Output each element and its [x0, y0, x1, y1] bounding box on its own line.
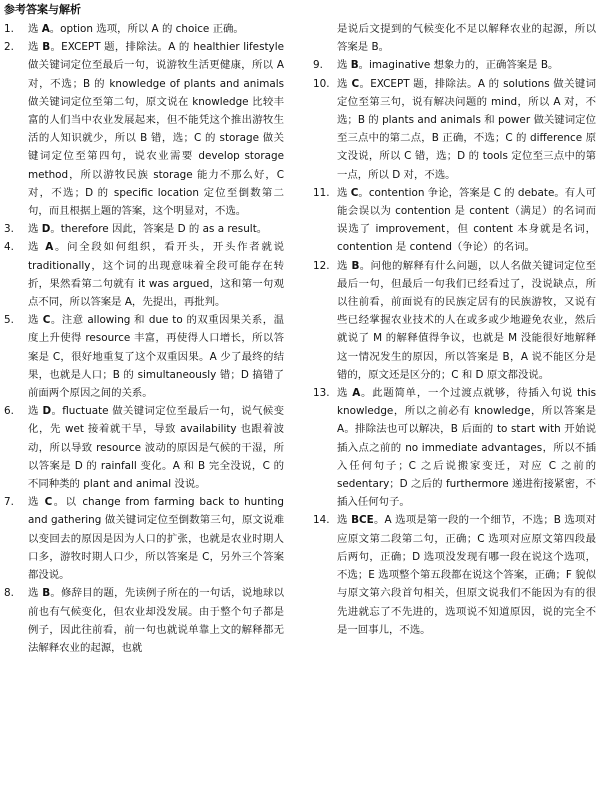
answer-prefix: 选	[28, 587, 43, 600]
answer-explanation: 。A 选项是第一段的一个细节，不选；B 选项对应原文第二段第二句，正确；C 选项对应原文第四段最后两句，正确；D 选项没发现有哪一段在说这个选项，不选；E 选项整个第五段都在说这个答案，正确；F 貌似与原文第六段首句相关，但原文说我们不能因为有的很先进就忘了不先进的，选项说不知道原因，说的完全不是一回事儿，不选。	[337, 514, 596, 636]
answer-letter: A	[45, 241, 54, 254]
answer-item	[4, 493, 284, 584]
answer-prefix: 选	[337, 514, 352, 527]
page-title: 参考答案与解析	[4, 3, 81, 16]
answer-item	[4, 20, 284, 38]
answer-letter: A	[41, 23, 50, 35]
answer-letter: D	[42, 405, 52, 418]
answer-prefix: 选	[28, 496, 45, 509]
answer-prefix: 选	[28, 405, 43, 418]
answer-prefix: 选	[337, 59, 351, 72]
answer-number: 10.	[313, 77, 330, 90]
answer-number: 4.	[4, 241, 14, 254]
answer-letter: D	[41, 223, 51, 236]
answer-prefix: 选	[28, 223, 42, 236]
answer-letter: C	[42, 314, 51, 327]
answer-explanation: 。contention 争论，答案是 C 的 debate。有人可能会误以为 contention 是 content（满足）的名词而误选了 improvement，但 content 本身就是名词，contention 是 contend（争论）的名词。	[337, 186, 596, 254]
answer-explanation: 。imaginative 想象力的，正确答案是 B。	[358, 59, 559, 72]
answer-item	[313, 184, 596, 257]
answer-explanation: 。问他的解释有什么问题，以人名做关键词定位至最后一句，但最后一句我们已经看过了，没说缺点，所以往前看，前面说有的民族定居有的民族游牧，又说有些已经掌握农业技术的人在或多或少地避免农业，然后就说了 M 的解释值得争议，也就是 M 没能很好地解释这一情况发生的原因，所以答案是 B，A 说不能区分是错的，原文还是区分的；C 和 D 原文都没说。	[337, 259, 597, 381]
answer-explanation: 。option 选项，所以 A 的 choice 正确。	[49, 23, 244, 35]
answer-number: 7.	[4, 496, 14, 509]
answer-explanation: 。以 change from farming back to hunting and gathering 做关键词定位至倒数第三句，原文说难以变回去的原因是因为人口的扩张，也就是农业时期人口多，游牧时期人口少，所以答案是 C，另外三个答案都没说。	[28, 496, 284, 582]
answer-number: 9.	[313, 59, 323, 72]
answer-item	[4, 402, 284, 493]
answer-prefix: 选	[337, 387, 353, 400]
answer-number: 13.	[313, 387, 330, 400]
answer-number: 11.	[313, 186, 330, 199]
answer-item	[313, 56, 596, 74]
right-column	[313, 20, 596, 639]
answer-number: 5.	[4, 314, 14, 327]
answer-explanation: 。问全段如何组织，看开头，开头作者就说 traditionally，这个词的出现意味着全段可能存在转折，果然看第二句就有 it was argued，这和第一句观点不同，所以答案是 A，先提出，再批判。	[28, 241, 284, 309]
answer-letter: A	[352, 387, 361, 400]
answer-explanation: 。注意 allowing 和 due to 的双重因果关系，温度上升使得 resource 丰富，再使得人口增长，所以答案是 C，很好地重复了这个双重因果。A 少了最终的结果，也就是人口；B 的 simultaneously 错；D 搞错了前面两个原因之间的关系。	[28, 314, 284, 400]
answer-explanation: 。EXCEPT 题，排除法。A 的 healthier lifestyle 做关键词定位至最后一句，说游牧生活更健康，所以 A 对，不选；B 的 knowledge of plants and animals 做关键词定位至第二句，原文说在 knowledge 比较丰富的人们当中农业发展起来，但不能凭这个推出游牧生活的人知识就少，所以 B 错，选；C 的 storage 做关键词定位至第四句，说农业需要 develop storage method，所以游牧民族 storage 能力不那么好，C 对，不选；D 的 specific location 定位至倒数第二句，而且根据上题的答案，这个明显对，不选。	[28, 41, 284, 218]
answer-item	[4, 220, 284, 238]
left-column	[4, 20, 284, 657]
answer-item	[4, 38, 284, 220]
answer-number: 2.	[4, 41, 14, 54]
answer-number: 8.	[4, 587, 14, 600]
answer-item	[4, 311, 284, 402]
answer-prefix: 选	[28, 23, 42, 35]
answer-prefix: 选	[337, 259, 352, 272]
answer-prefix: 选	[28, 314, 43, 327]
answer-item	[313, 20, 596, 56]
answer-explanation: 。therefore 因此，答案是 D 的 as a result。	[50, 223, 268, 236]
answer-explanation: 。此题简单，一个过渡点就够，待插入句说 this knowledge，所以之前必有 knowledge，所以答案是 A。排除法也可以解决，B 后面的 to start with 开始说插入点之前的 no immediate advantages，所以不插入任何句子；C 之后说搬家变迁，对应 C 之前的 sedentary；D 之后的 furthermore 递进衔接紧密，不插入任何句子。	[337, 387, 596, 509]
answer-item	[313, 384, 596, 511]
answer-letter: B	[42, 41, 51, 54]
answer-explanation: 。fluctuate 做关键词定位至最后一句，说气候变化，先 wet 接着就干旱，导致 availability 也跟着波动，所以导致 resource 波动的原因是气候的干湿，所以答案是 D 的 rainfall 变化。A 和 B 完全没说，C 的不同种类的 plant and animal 没说。	[28, 405, 284, 491]
answer-item	[313, 511, 596, 638]
answer-letter: C	[44, 496, 53, 509]
answer-letter: B	[42, 587, 51, 600]
answer-explanation: 。修辞目的题，先读例子所在的一句话，说地球以前也有气候变化，但农业却没发展。由于整个句子都是例子，因此往前看，前一句也就说单靠上文的解释都无法解释农业的起源，也就	[28, 587, 285, 654]
answer-item	[313, 257, 596, 384]
answer-prefix: 选	[337, 77, 352, 90]
answer-letter: C	[351, 77, 360, 90]
answer-item	[4, 238, 284, 311]
answer-number: 14.	[313, 514, 330, 527]
answer-explanation: 是说后文提到的气候变化不足以解释农业的起源，所以答案是 B。	[337, 23, 596, 54]
answer-prefix: 选	[337, 186, 351, 199]
answer-item	[4, 584, 284, 657]
answer-letter: B	[350, 59, 359, 72]
answer-explanation: 。EXCEPT 题，排除法。A 的 solutions 做关键词定位至第三句，说有解决问题的 mind，所以 A 对，不选；B 的 plants and animals 和 power 做关键词定位至三点中的第二点，B 正确，不选；C 的 difference 原文没说，所以 C 错，选；D 的 tools 定位至三点中的第一点，所以 D 对，不选。	[337, 77, 596, 181]
answer-number: 3.	[4, 223, 14, 236]
answer-prefix: 选	[28, 41, 43, 54]
answer-number: 12.	[313, 259, 330, 272]
answer-letter: B	[351, 259, 360, 272]
answer-letter: BCE	[351, 514, 374, 527]
answer-letter: C	[350, 186, 359, 199]
answer-prefix: 选	[28, 241, 46, 254]
answer-item	[313, 75, 596, 184]
answer-number: 6.	[4, 405, 14, 418]
answer-number: 1.	[4, 23, 14, 35]
